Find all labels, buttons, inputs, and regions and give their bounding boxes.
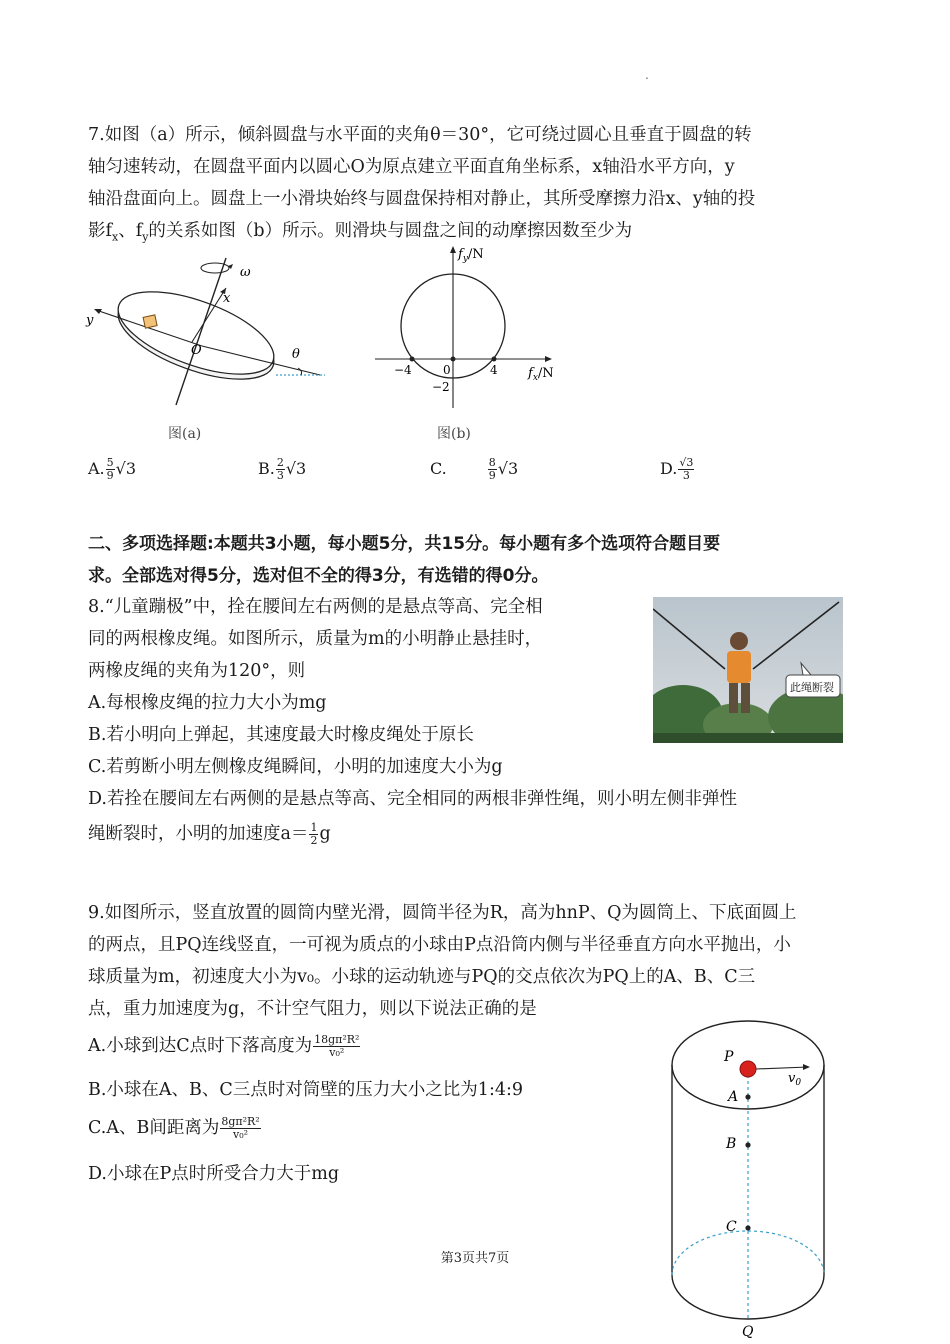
child-head-icon [730, 632, 748, 650]
q7-option-b-frac: $\frac{2}{3}$ [276, 456, 284, 482]
q9-line-3: 球质量为m，初速度大小为v₀。小球的运动轨迹与PQ的交点依次为PQ上的A、B、C三 [88, 967, 756, 987]
slider-block-icon [143, 315, 157, 328]
v0-arrow-icon [803, 1064, 810, 1070]
theta-arc [298, 368, 302, 375]
q8-option-d-line-1[interactable]: D.若拴在腰间左右两侧的是悬点等高、完全相同的两根非弹性绳，则小明左侧非弹性 [88, 789, 737, 809]
q7-line-4-a: 影f [88, 221, 112, 241]
bungee-photo [653, 597, 843, 743]
section-2-heading-line-2: 求。全部选对得5分，选对但不全的得3分，有选错的得0分。 [88, 566, 549, 586]
q8-line-2: 同的两根橡皮绳。如图所示，质量为m的小明静止悬挂时， [88, 629, 543, 649]
q7-fx-sub: x [111, 230, 119, 244]
theta-label: θ [292, 347, 300, 362]
q9-option-c-frac: $\frac{\text{8gπ²R²}}{\text{v₀²}}$ [221, 1115, 260, 1141]
point-origin [451, 357, 456, 362]
child-body-icon [727, 651, 751, 683]
q9-option-a-text: A.小球到达C点时下落高度为 [88, 1036, 313, 1056]
q8-option-d-frac: $\frac{1}{2}$ [310, 821, 318, 847]
tick-0-label: 0 [443, 363, 451, 377]
q7-option-b-radical: √3 [285, 459, 307, 478]
q9-line-2: 的两点，且PQ连线竖直，一可视为质点的小球由P点沿筒内侧与半径垂直方向水平抛出，小 [88, 935, 791, 955]
header-mark: . [645, 68, 649, 82]
point-c-label: C [726, 1219, 737, 1235]
q8-option-d-line-2[interactable] [88, 822, 331, 847]
figure-a-caption: 图(a) [168, 426, 202, 442]
tick-4-label: 4 [490, 363, 498, 377]
q7-option-a-radical: √3 [115, 459, 137, 478]
q7-option-b[interactable] [258, 457, 306, 482]
q7-fy-sub: y [142, 230, 149, 244]
q9-line-4: 点，重力加速度为g，不计空气阻力，则以下说法正确的是 [88, 999, 537, 1019]
point-q-label: Q [742, 1324, 754, 1339]
q8-option-d-unit: g [319, 824, 331, 844]
q9-option-a[interactable] [88, 1034, 361, 1059]
q8-option-b[interactable]: B.若小明向上弹起，其速度最大时橡皮绳处于原长 [88, 725, 474, 745]
q9-option-c-text: C.A、B间距离为 [88, 1118, 220, 1138]
ball-icon [740, 1061, 756, 1077]
q7-option-c[interactable] [430, 457, 518, 482]
q9-option-d[interactable]: D.小球在P点时所受合力大于mg [88, 1164, 340, 1184]
fx-axis-label: $f_x/N$ [528, 366, 554, 383]
q7-option-c-frac: $\frac{8}{9}$ [488, 456, 496, 482]
q8-option-c[interactable]: C.若剪断小明左侧橡皮绳瞬间，小明的加速度大小为g [88, 757, 503, 777]
q7-option-b-label: B. [258, 459, 275, 478]
q7-option-c-label: C. [430, 459, 447, 478]
section-2-heading-line-1: 二、多项选择题:本题共3小题，每小题5分，共15分。每小题有多个选项符合题目要 [88, 534, 721, 554]
q8-option-a[interactable]: A.每根橡皮绳的拉力大小为mg [88, 693, 327, 713]
q8-line-1: 8.“儿童蹦极”中，拴在腰间左右两侧的是悬点等高、完全相 [88, 597, 543, 617]
fx-axis-arrow-icon [545, 356, 552, 362]
q7-option-d[interactable] [660, 457, 695, 482]
point-a [745, 1094, 750, 1099]
q7-option-a-frac: $\frac{5}{9}$ [106, 456, 114, 482]
q7-line-4-b: 、f [118, 221, 143, 241]
y-axis-label: y [86, 313, 94, 328]
cylinder-figure [660, 1005, 840, 1339]
q7-option-c-radical: √3 [497, 459, 519, 478]
figure-b-friction-graph [370, 238, 570, 418]
tick-neg2-label: −2 [432, 380, 450, 394]
q9-option-c[interactable] [88, 1116, 262, 1141]
tick-neg4-label: −4 [394, 363, 412, 377]
point-p-label: P [724, 1049, 734, 1065]
q9-option-b[interactable]: B.小球在A、B、C三点时对筒壁的压力大小之比为1:4:9 [88, 1080, 524, 1100]
q9-option-a-frac: $\frac{\text{18gπ²R²}}{\text{v₀²}}$ [314, 1033, 360, 1059]
omega-label: ω [240, 265, 251, 280]
q7-line-3: 轴沿盘面向上。圆盘上一小滑块始终与圆盘保持相对静止，其所受摩擦力沿x、y轴的投 [88, 189, 756, 209]
point-b [745, 1142, 750, 1147]
page-footer: 第3页共7页 [440, 1251, 510, 1266]
point-pos4 [492, 357, 497, 362]
point-neg4 [410, 357, 415, 362]
v0-label: $v_0$ [788, 1071, 802, 1088]
q7-line-4-c: 的关系如图（b）所示。则滑块与圆盘之间的动摩擦因数至少为 [148, 221, 633, 241]
q7-line-1: 7.如图（a）所示，倾斜圆盘与水平面的夹角θ＝30°，它可绕过圆心且垂直于圆盘的转 [88, 125, 752, 145]
q9-line-1: 9.如图所示，竖直放置的圆筒内壁光滑，圆筒半径为R，高为hnP、Q为圆筒上、下底面圆上 [88, 903, 797, 923]
figure-b-caption: 图(b) [437, 426, 471, 442]
omega-rotation-icon [201, 263, 229, 273]
point-c [745, 1225, 750, 1230]
fy-axis-label: $f_y/N$ [458, 247, 484, 264]
x-axis-label: x [223, 291, 231, 306]
q7-option-a[interactable] [88, 457, 136, 482]
figure-a-tilted-disk [80, 250, 340, 415]
q7-option-d-label: D. [660, 459, 678, 478]
point-a-label: A [728, 1089, 739, 1105]
q7-option-d-frac: $\frac{√3}{3}$ [679, 456, 694, 482]
q8-line-3: 两橡皮绳的夹角为120°，则 [88, 661, 306, 681]
callout-label: 此绳断裂 [790, 681, 834, 694]
v0-arrow-line [756, 1067, 808, 1069]
q8-option-d-text: 绳断裂时，小明的加速度a＝ [88, 824, 309, 844]
origin-label: O [191, 343, 202, 358]
point-b-label: B [726, 1136, 737, 1152]
q7-option-a-label: A. [88, 459, 105, 478]
q7-line-2: 轴匀速转动，在圆盘平面内以圆心O为原点建立平面直角坐标系，x轴沿水平方向，y [88, 157, 735, 177]
fy-axis-arrow-icon [450, 246, 456, 253]
